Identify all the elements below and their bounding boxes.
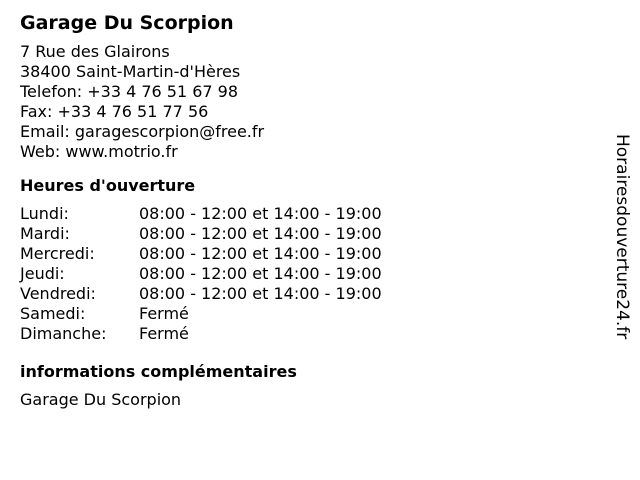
hours-time: 08:00 - 12:00 et 14:00 - 19:00 [139, 244, 382, 263]
fax-number: Fax: +33 4 76 51 77 56 [20, 102, 209, 121]
phone-number: Telefon: +33 4 76 51 67 98 [20, 82, 239, 101]
hours-row-mercredi [20, 244, 600, 264]
website: Web: www.motrio.fr [20, 142, 178, 161]
hours-row-dimanche [20, 324, 600, 344]
hours-time: 08:00 - 12:00 et 14:00 - 19:00 [139, 264, 382, 283]
hours-day: Jeudi: [20, 264, 65, 283]
hours-row-vendredi [20, 284, 600, 304]
hours-row-lundi [20, 204, 600, 224]
email-address: Email: garagescorpion@free.fr [20, 122, 265, 141]
hours-time: Fermé [139, 324, 189, 343]
business-name: Garage Du Scorpion [20, 12, 234, 34]
additional-info-text: Garage Du Scorpion [20, 390, 182, 409]
hours-day: Dimanche: [20, 324, 107, 343]
business-card [20, 11, 600, 410]
street-address: 7 Rue des Glairons [20, 42, 170, 61]
hours-day: Mardi: [20, 224, 70, 243]
hours-time: 08:00 - 12:00 et 14:00 - 19:00 [139, 284, 382, 303]
opening-hours-heading: Heures d'ouverture [20, 176, 196, 195]
hours-day: Lundi: [20, 204, 69, 223]
hours-row-mardi [20, 224, 600, 244]
hours-row-samedi [20, 304, 600, 324]
hours-day: Vendredi: [20, 284, 96, 303]
hours-day: Samedi: [20, 304, 86, 323]
hours-time: 08:00 - 12:00 et 14:00 - 19:00 [139, 224, 382, 243]
site-watermark-label: Horairesdouverture24.fr [612, 134, 632, 340]
hours-time: 08:00 - 12:00 et 14:00 - 19:00 [139, 204, 382, 223]
opening-hours-table [20, 204, 600, 344]
additional-info-heading: informations complémentaires [20, 362, 297, 381]
hours-row-jeudi [20, 264, 600, 284]
city-address: 38400 Saint-Martin-d'Hères [20, 62, 241, 81]
hours-day: Mercredi: [20, 244, 95, 263]
hours-time: Fermé [139, 304, 189, 323]
